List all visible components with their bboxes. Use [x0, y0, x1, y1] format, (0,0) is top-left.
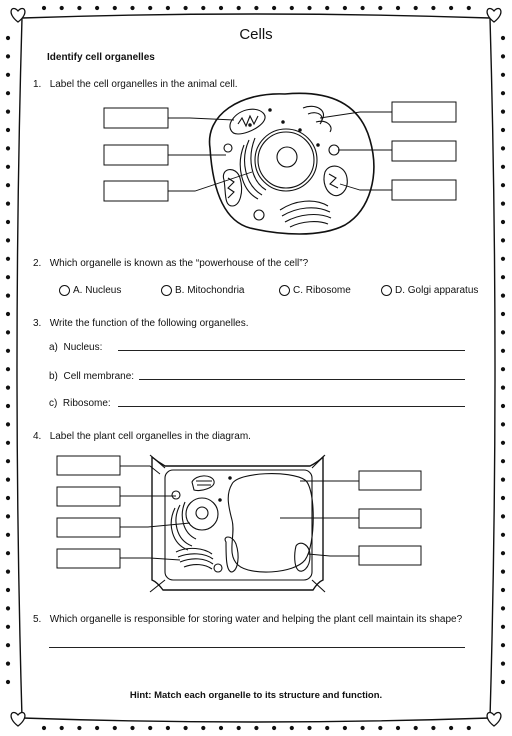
border-dot [6, 496, 10, 500]
radio-circle[interactable] [59, 285, 70, 296]
answer-line-nucleus[interactable] [118, 350, 465, 351]
question-5: 5. Which organelle is responsible for storing water and helping the plant cell maintain its shape? [33, 614, 463, 625]
border-dot [6, 183, 10, 187]
border-dot [6, 128, 10, 132]
radio-circle[interactable] [161, 285, 172, 296]
border-dot [6, 294, 10, 298]
plant-label-box [57, 549, 120, 568]
border-dot [60, 726, 64, 730]
border-dot [501, 202, 505, 206]
border-dot [60, 6, 64, 10]
border-dot [6, 514, 10, 518]
border-dot [237, 726, 241, 730]
radio-circle[interactable] [279, 285, 290, 296]
function-b-label: b) Cell membrane: [49, 371, 135, 382]
plant-label-box [359, 471, 421, 490]
border-dot [6, 643, 10, 647]
border-dot [6, 220, 10, 224]
animal-label-box [104, 181, 168, 201]
border-dot [501, 441, 505, 445]
border-dot [6, 73, 10, 77]
border-dot [6, 54, 10, 58]
animal-cell-diagram [210, 93, 374, 234]
border-dot [113, 726, 117, 730]
border-dot [501, 588, 505, 592]
border-dot [501, 349, 505, 353]
border-dot [378, 726, 382, 730]
border-dot [95, 6, 99, 10]
border-dot [501, 422, 505, 426]
border-dot [396, 726, 400, 730]
border-dot [272, 6, 276, 10]
function-a-label: a) Nucleus: [49, 342, 103, 353]
option-a[interactable]: A. Nucleus [59, 285, 121, 296]
border-dot [501, 367, 505, 371]
border-dot [6, 662, 10, 666]
section-subtitle: Identify cell organelles [47, 52, 155, 63]
border-dot [6, 570, 10, 574]
plant-label-box [57, 456, 120, 475]
border-dot [414, 726, 418, 730]
border-dot [501, 533, 505, 537]
border-dot [501, 404, 505, 408]
border-dot [378, 6, 382, 10]
border-dot [6, 625, 10, 629]
question-3-text: Write the function of the following organelles. [49, 318, 249, 329]
border-dot [6, 202, 10, 206]
border-dot [6, 312, 10, 316]
border-dot [6, 165, 10, 169]
plant-cell-diagram [150, 455, 325, 592]
border-dot [95, 726, 99, 730]
border-dot [6, 551, 10, 555]
border-dot [501, 459, 505, 463]
border-dot [6, 91, 10, 95]
border-dot [396, 6, 400, 10]
border-dot [6, 606, 10, 610]
border-dot [501, 330, 505, 334]
border-dot [431, 6, 435, 10]
answer-line-ribosome[interactable] [118, 406, 465, 407]
border-dot [501, 514, 505, 518]
border-dot [361, 6, 365, 10]
border-dot [431, 726, 435, 730]
border-dot [325, 6, 329, 10]
border-dot [6, 257, 10, 261]
heart-icon [487, 713, 501, 727]
border-dot [501, 73, 505, 77]
border-dot [6, 404, 10, 408]
border-dot [501, 220, 505, 224]
border-dot [254, 6, 258, 10]
border-dot [219, 726, 223, 730]
border-dot [6, 275, 10, 279]
border-dot [42, 726, 46, 730]
animal-label-box [104, 108, 168, 128]
border-dot [130, 726, 134, 730]
border-dot [6, 238, 10, 242]
border-dot [501, 275, 505, 279]
border-dot [272, 726, 276, 730]
border-dot [77, 6, 81, 10]
border-dot [414, 6, 418, 10]
question-4-text: Label the plant cell organelles in the diagram. [49, 431, 251, 442]
animal-label-box [392, 141, 456, 161]
border-dot [201, 6, 205, 10]
border-dot [6, 422, 10, 426]
answer-line-cell-membrane[interactable] [139, 379, 465, 380]
border-dot [501, 294, 505, 298]
heart-icon [11, 713, 25, 727]
border-dot [343, 726, 347, 730]
border-dot [6, 386, 10, 390]
question-2: 2. Which organelle is known as the “powerhouse of the cell”? [33, 258, 309, 269]
option-b[interactable]: B. Mitochondria [161, 285, 244, 296]
border-dot [6, 588, 10, 592]
border-dot [6, 110, 10, 114]
page-title: Cells [239, 26, 273, 43]
border-dot [501, 606, 505, 610]
border-dot [501, 257, 505, 261]
border-dot [501, 643, 505, 647]
border-dot [148, 6, 152, 10]
plant-label-box [359, 509, 421, 528]
border-dot [290, 726, 294, 730]
border-dot [42, 6, 46, 10]
option-d[interactable]: D. Golgi apparatus [381, 285, 478, 296]
border-dot [501, 662, 505, 666]
border-dot [184, 726, 188, 730]
border-dot [361, 726, 365, 730]
border-dot [501, 91, 505, 95]
border-dot [501, 680, 505, 684]
question-4: 4. Label the plant cell organelles in the diagram. [33, 431, 251, 442]
option-c[interactable]: C. Ribosome [279, 285, 351, 296]
border-dot [254, 726, 258, 730]
plant-label-box [57, 518, 120, 537]
border-dot [6, 330, 10, 334]
border-dot [113, 6, 117, 10]
border-dot [219, 6, 223, 10]
animal-cell-membrane [210, 93, 374, 234]
border-dot [501, 478, 505, 482]
heart-icon [11, 9, 25, 23]
border-dot [290, 6, 294, 10]
border-dot [77, 726, 81, 730]
question-2-text: Which organelle is known as the “powerhouse of the cell”? [49, 258, 309, 269]
border-dot [148, 726, 152, 730]
border-dot [184, 6, 188, 10]
animal-label-box [392, 180, 456, 200]
border-dot [449, 6, 453, 10]
border-dot [501, 183, 505, 187]
border-dot [6, 533, 10, 537]
border-dot [501, 386, 505, 390]
question-1-text: Label the cell organelles in the animal cell. [49, 79, 238, 90]
animal-label-box [392, 102, 456, 122]
border-dot [501, 238, 505, 242]
animal-label-box [104, 145, 168, 165]
border-dot [307, 726, 311, 730]
border-dot [307, 6, 311, 10]
border-dot [166, 726, 170, 730]
border-dot [501, 146, 505, 150]
plant-label-box [359, 546, 421, 565]
border-dot [501, 496, 505, 500]
border-dot [201, 726, 205, 730]
border-dot [501, 312, 505, 316]
border-dot [6, 441, 10, 445]
border-dot [501, 128, 505, 132]
border-dot [325, 726, 329, 730]
border-dot [6, 478, 10, 482]
answer-line-q5[interactable] [49, 647, 465, 648]
border-dot [237, 6, 241, 10]
hint-text: Hint: Match each organelle to its structure and function. [129, 690, 383, 701]
plant-label-box [57, 487, 120, 506]
border-dot [501, 165, 505, 169]
border-dot [467, 726, 471, 730]
question-1: 1. Label the cell organelles in the animal cell. [33, 79, 238, 90]
border-dot [130, 6, 134, 10]
border-dot [6, 459, 10, 463]
border-dot [501, 570, 505, 574]
border-dot [467, 6, 471, 10]
question-3: 3. Write the function of the following organelles. [33, 318, 249, 329]
border-dot [6, 680, 10, 684]
border-dot [343, 6, 347, 10]
heart-icon [487, 9, 501, 23]
question-5-text: Which organelle is responsible for storing water and helping the plant cell maintain its shape? [49, 614, 463, 625]
border-dot [501, 54, 505, 58]
border-dot [501, 625, 505, 629]
border-dot [6, 349, 10, 353]
border-dot [166, 6, 170, 10]
function-c-label: c) Ribosome: [49, 398, 111, 409]
radio-circle[interactable] [381, 285, 392, 296]
border-dot [449, 726, 453, 730]
border-dot [501, 110, 505, 114]
border-dot [6, 146, 10, 150]
border-dot [501, 551, 505, 555]
border-dot [6, 367, 10, 371]
